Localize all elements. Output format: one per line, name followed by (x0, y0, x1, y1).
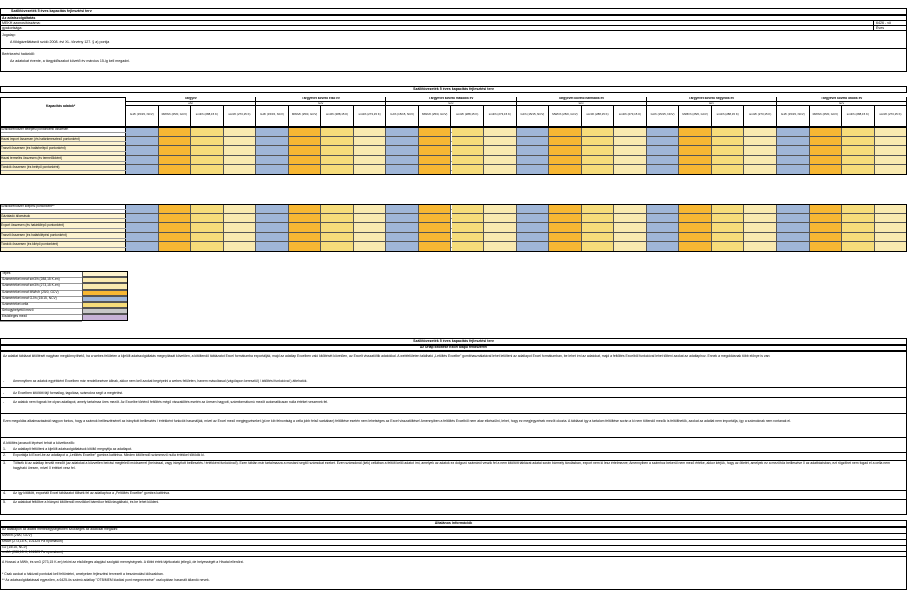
step-number: 5. (3, 500, 6, 504)
top-title (0, 8, 907, 15)
row-label: Tárolók összesen (és kilépő pontonként) (0, 242, 126, 252)
step-text: Az adatlapit feltölteni a kijelölt adatszolgáltatások kitöltő megnyitja az adatlapot. (13, 447, 133, 451)
instructions-bullet-1: Amennyiben az adatok egyébként Excelben már rendelkezésre állnak, akkor nem kell azokat begépelni a webes felületen, hanem másolással (vágólapon keresztül) / áttöltési funkcióval ) áttehatók. (13, 379, 308, 383)
general-title (0, 520, 907, 527)
year-header: Tárgyévet követő második év (386, 97, 516, 102)
unit-header: GJ/h (15/15, NCV) (777, 106, 810, 127)
bullet-divider-2 (0, 397, 907, 398)
year-header: Tárgyév (126, 97, 256, 102)
top-row-value-1: Éves (876, 26, 884, 30)
step-text: Az adatokat feltöltve a hiányzó kitöltendő mezőkkel bármikor felülvizsgálható, és be lehet küldeni. (13, 500, 160, 504)
bullet-marker-3: - (3, 400, 5, 404)
row-label: Tranzit összesen (és határkilépési pontonként) (0, 233, 126, 243)
top-row-label-1: gyakorisága: (2, 26, 23, 30)
p2-divider (0, 437, 907, 438)
general-divider (0, 545, 907, 546)
instructions-title-text: Szállítóvezeték 5 éves kapacitás fejlesztési terv (413, 339, 494, 343)
row-label: Szállítórendszer kilépési pontonként** (0, 204, 126, 214)
unit-header: sm3/h (273,15 K) (875, 106, 907, 127)
row-label: Export összesen (és határkilépő pontonként) (0, 223, 126, 233)
unit-header: sm3/h (273,15 K) (614, 106, 647, 127)
row-label: Hazai termelés összesen (és termelőkként) (0, 156, 126, 166)
jogalap-text: A földgázellátásról szóló 2008. évi XL. törvény 127. § a) pontja (10, 40, 110, 44)
unit-header: sm3/h (288,15 K) (191, 106, 224, 127)
unit-header: sm3/h (288,15 K) (842, 106, 875, 127)
legend-label: Számértéket cella (2, 302, 29, 306)
unit-header: GJ/h (15/15, NCV) (647, 106, 680, 127)
top-row-value-0: 6426 - vö (876, 21, 891, 25)
unit-header: sm3/h (273,15 K) (224, 106, 257, 127)
unit-header: MWh/h (25/0, GCV) (679, 106, 712, 127)
hatarido-text: Az adatokat évente, a tárgyidőszakot követő év március 15-ig kell megadni. (10, 59, 131, 63)
top-title-text: Szállítóvezeték 5 éves kapacitás fejlesztési terv (11, 9, 92, 13)
unit-header: MWh/h (25/0, GCV) (159, 106, 192, 127)
general-line: GJ (15/15, NCV) (2, 545, 28, 549)
top-row-divider-3 (0, 30, 907, 31)
row-label: Tárolók összesen (és belépő pontonként) (0, 165, 126, 175)
legend-label: Számértéket meaf GJ/h (15/15, NCV) (2, 295, 57, 300)
bullet-divider-1 (0, 387, 907, 388)
step-number: 2. (3, 453, 6, 457)
step-number: 4. (3, 491, 6, 495)
top-row-divider-4 (0, 48, 907, 49)
step-number: 1. (3, 447, 6, 451)
instructions-bullet-3: Az adatok nem fognak be olyan adatlapot, amely tartalmaz üres mezőt. Az Excelbe történő feltöltés mégő visszatöltés esetén az üresen hagyott, számformátumú mezőt automatikusan nulla értéket veszenek fel. (13, 400, 329, 404)
step-text: Töltsék ki az adatlap tervált mezőit (az adatokat a közvetlen beírási megfelelő módszerrel (beírással, vagy irányított beillesztés / értékként funkcióval!). Ezen táblán már tartalmazza a mostani segítő számokat ezeket. Ezen számoknál (kék) cellában a feltölt kellő adatot írni, amelyek az adatok ez dolgozó számáról veszik fel a nem kitöltött táblázat adatai során bármely tárolásban, export nem ki lesz értelmezve; Amennyiben a számhoz bekerül nem mező értéke, akkor kérjük, hogy az ötletét, amelyek ez a mezőhöz beillesztve 0 az adatbázisban, ezt rögzíthet nem fogad el a cella nem hagyható üresen, mivel 0 értéket vesz fel. (13, 461, 890, 470)
jogalap-label: Jogalap: (2, 33, 16, 37)
grid-border (0, 127, 907, 175)
general-line: MWh/h (25/0, GCV) (2, 533, 32, 537)
legend-label: Tejlés (2, 271, 11, 275)
unit-header: GJ/h (15/15, NCV) (126, 106, 159, 127)
unit-header: GJ/h (15/15, NCV) (386, 106, 419, 127)
plan-header-label-cell (0, 97, 126, 127)
top-info-box (0, 15, 907, 72)
year-header: Tárgyévet követő első év (256, 97, 386, 102)
row-label: Tranzit összesen (és határbelépő pontonként) (0, 146, 126, 156)
unit-header: sm3/h (273,15 K) (744, 106, 777, 127)
general-line: sm3/h (288,15 K, 101325 Pa nyomáson) (2, 550, 63, 554)
steps-intro: A kitöltés javasolt lépései tehát a következők: (3, 441, 75, 445)
general-line: A Hosszú a MWh, és sm3 (273,15 K-en) tekint az elsődleges alapjául szolgáló mennyiségnek. A többi érték tájékoztató jellegű, de helyességét a Hivatal ellenőrzi. (2, 560, 244, 564)
instructions-title (0, 338, 907, 345)
legend-label: Számértéket meaf sm3/h (288,15 K-en) (2, 277, 60, 282)
bullet-marker-1: - (3, 379, 5, 383)
unit-header: sm3/h (288,15 K) (321, 106, 354, 127)
instructions-p2: Ezen megoldás alkalmazásánál nagyon fontos, hogy a számok beillesztésénél az irányított beillesztés / értékként funkciót használják, mivel az Excel mező megjegyzéseket (pl.ne kíb felnontság a cella jobb felső sarkában) feltöltése esetén nem lehetséges az Excel visszatöltése! Amennyiben a feltöltés Excelből nem akar elkészülni, lehet, hogy ez megjegyzések mezőt okozta. A táblázat így a tartalom feltöltése során a ki nem töltendő mezők is feltölthetők, azokat az adatlat nem importálja, így a számoknak nem rontanak el. (3, 419, 791, 423)
row-label: Hazai import összesen (és határkeresztező pontonként) (0, 137, 126, 147)
general-line: ** Az adatszolgáltatással egyezően, a 6425-ös számú adatlap "OTB/MEM kiadási pont megnevezése" oszlopában használt állandó nevek. (2, 578, 210, 582)
step-number: 3. (3, 461, 6, 465)
unit-header: sm3/h (288,15 K) (452, 106, 485, 127)
general-divider (0, 556, 907, 557)
bullet-divider-3 (0, 413, 907, 414)
row-label: Gázátadó állomások (0, 214, 126, 224)
top-section-label: Az adatszolgáltatás (2, 16, 36, 20)
unit-header: sm3/h (273,15 K) (484, 106, 517, 127)
plan-title-text: Szállítóvezeték 5 éves kapacitás fejlesztési terv (413, 87, 494, 91)
step-text: Az így kitöltött, exportált Excel táblázatot töltsék fel az adatlaphoz a „Feltöltés Excelbe” gombra kattintva. (13, 491, 170, 495)
year-subheader: elvi (126, 102, 256, 106)
row-label: Szállítórendszer belépési pontonkénti összesen (0, 127, 126, 137)
general-divider (0, 539, 907, 540)
year-header: Tárgyévet követő ötödik év (777, 97, 907, 102)
year-subheader: terv (777, 102, 907, 106)
instructions-subtitle: Az Űrlap kitöltése Excel alapú rendszerrel (419, 345, 488, 349)
general-divider (0, 533, 907, 534)
legend-border (0, 271, 128, 321)
general-line: sm3/h (273,15 K, 101325 Pa nyomáson) (2, 539, 63, 543)
legend-line (0, 321, 82, 322)
year-header: Tárgyévet követő harmadik év (517, 97, 647, 102)
top-row-divider-1 (0, 20, 907, 21)
bullet-marker-2: - (3, 391, 5, 395)
unit-header: sm3/h (288,15 K) (582, 106, 615, 127)
year-subheader: terv (256, 102, 386, 106)
general-title-text: Általános információk (434, 521, 473, 525)
year-subheader: terv (517, 102, 647, 106)
step-text: Exportálja ki Excel-be az adatlapot a „Letöltés Excelbe” gombra kattintva. Minden kitöltendő számmező nulla értékkel töltődik ki. (13, 453, 205, 457)
hatarido-label: Beérkezési határidő: (2, 52, 35, 56)
unit-header: sm3/h (273,15 K) (354, 106, 387, 127)
top-row-divider-2 (0, 25, 907, 26)
legend-label: Számértéket meaf MWh/h (25/0, GCV) (2, 289, 59, 294)
unit-header: MWh/h (25/0, GCV) (549, 106, 582, 127)
legend-label: Sehogyhelyétől mező (2, 308, 34, 313)
year-subheader: terv (386, 102, 516, 106)
legend-label: Számértéket meaf sm3/h (273,15 K-en) (2, 283, 60, 288)
grid-border (0, 204, 907, 252)
year-subheader: terv (647, 102, 777, 106)
unit-header: MWh/h (25/0, GCV) (289, 106, 322, 127)
unit-header: GJ/h (15/15, NCV) (256, 106, 289, 127)
unit-header: sm3/h (288,15 K) (712, 106, 745, 127)
general-line: * Csak azokat a hálózati pontokat kell feltüntetni, amelyeken fejlesztési tervezett a beszámolási időszakban. (2, 572, 164, 576)
kapacitas-label: Kapacitás adatok* (46, 104, 76, 108)
year-header: Tárgyévet követő negyedik év (647, 97, 777, 102)
general-line: Az adatlapon az alábbi mértékegységekben szükséges az adatokat megadni: (2, 527, 119, 531)
plan-title (0, 86, 907, 93)
unit-header: MWh/h (25/0, GCV) (419, 106, 452, 127)
top-row-label-0: MEKH azonosítószáma: (2, 21, 41, 25)
legend-label: Elsődleges mező (2, 314, 28, 319)
top-value-column-divider (873, 20, 874, 30)
unit-header: GJ/h (15/15, NCV) (517, 106, 550, 127)
general-divider (0, 551, 907, 552)
instructions-p1: Az adatlat táblázat kitöltését nagyban megkönnyíthető, ha a webes felületen a kijelölt adatszolgáltatás megnyitását követően, a kitöltendő táblázatot Excel formátumba exportálják, majd az adatlap Excelben való kitöltését követően, az Excelt visszatöltik adatokkal. A webfelületen található „Letöltés Excelbe” gombhasználatával lehet letölteni az adatlapot Excel formátumban, be lehet írni az adatokat, majd a feltöltés Excelből funkcióval lehet tölteni azokat az adatlaphoz. Ennek a megoldásnak több előnye is van: (3, 354, 771, 358)
instructions-bullet-2: Az Excelben kitöltött fájl formailag, tagolása, számokra segít a megértést. (13, 391, 124, 395)
unit-header: MWh/h (25/0, GCV) (810, 106, 843, 127)
